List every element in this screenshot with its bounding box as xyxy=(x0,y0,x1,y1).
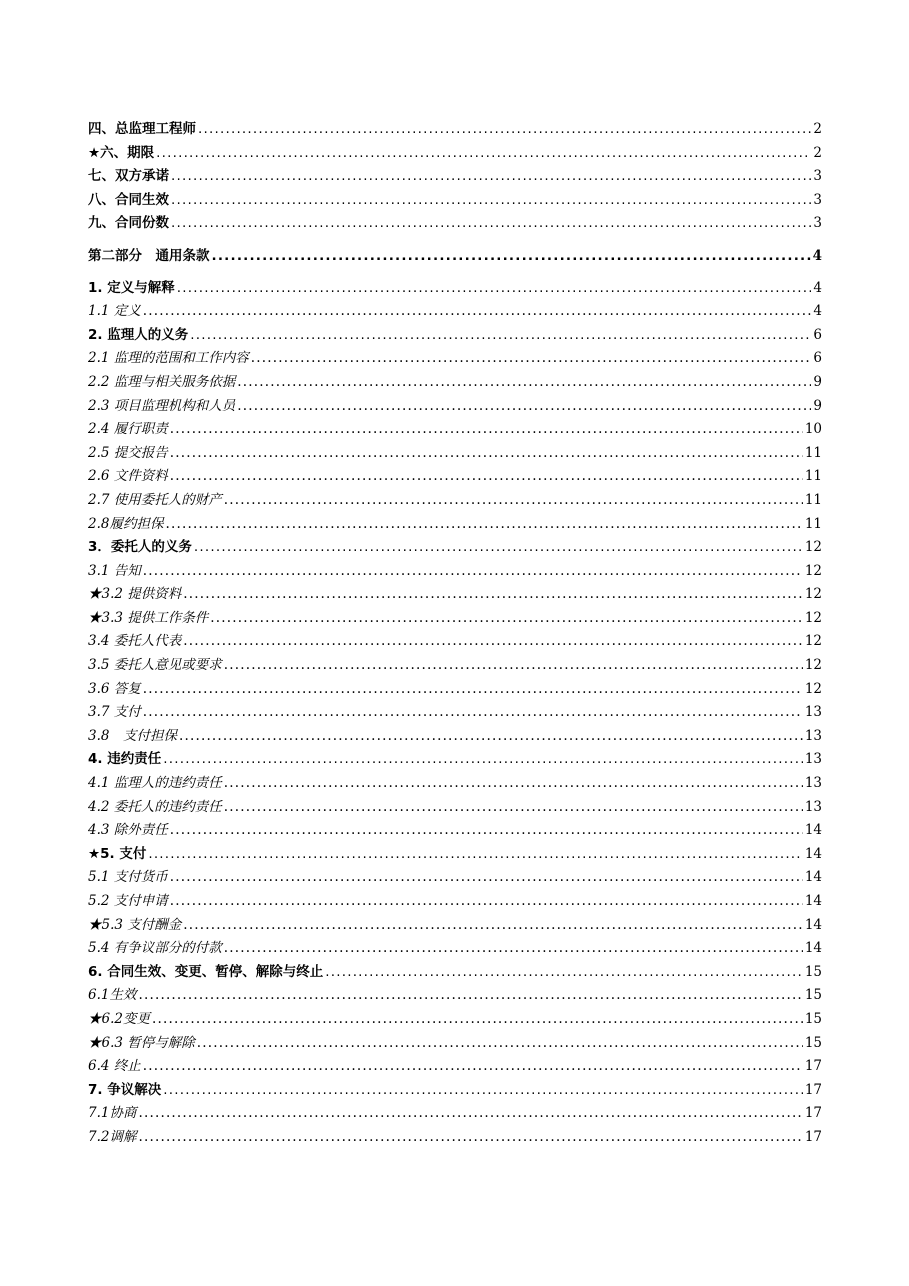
toc-page-number: 13 xyxy=(804,727,822,744)
toc-page-number: 12 xyxy=(804,633,822,650)
toc-entry[interactable] xyxy=(88,118,822,142)
toc-entry-title: 3.6 答复 xyxy=(88,680,141,697)
toc-dot-leader xyxy=(194,536,803,560)
toc-entry-title: 6. 合同生效、变更、暂停、解除与终止 xyxy=(88,963,324,980)
toc-entry-title: 3．委托人的义务 xyxy=(88,539,192,556)
toc-entry[interactable] xyxy=(88,725,822,749)
toc-entry-title: 7.2调解 xyxy=(88,1128,137,1145)
toc-entry[interactable] xyxy=(88,536,822,560)
toc-entry[interactable] xyxy=(88,914,822,938)
toc-entry-title: 四、总监理工程师 xyxy=(88,121,196,137)
toc-dot-leader xyxy=(138,984,802,1008)
toc-entry-title: 2.8履约担保 xyxy=(88,515,164,532)
toc-dot-leader xyxy=(170,890,803,914)
toc-entry-title: 7. 争议解决 xyxy=(88,1081,162,1098)
toc-page-number: 17 xyxy=(804,1105,822,1122)
toc-dot-leader xyxy=(183,630,803,654)
toc-dot-leader xyxy=(171,189,811,213)
toc-page-number: 3 xyxy=(813,215,822,232)
toc-dot-leader xyxy=(170,819,803,843)
toc-entry-title: ★6.3 暂停与解除 xyxy=(88,1034,195,1051)
toc-entry-title: 2.2 监理与相关服务依据 xyxy=(88,373,236,390)
toc-entry[interactable] xyxy=(88,843,822,867)
toc-page-number: 11 xyxy=(804,444,822,461)
toc-entry[interactable] xyxy=(88,937,822,961)
toc-entry-title: 2.7 使用委托人的财产 xyxy=(88,491,222,508)
toc-dot-leader xyxy=(183,914,803,938)
toc-page-number: 14 xyxy=(804,893,822,909)
toc-dot-leader xyxy=(197,1032,803,1056)
toc-dot-leader xyxy=(163,748,803,772)
toc-entry-title: 4.1 监理人的违约责任 xyxy=(88,775,222,792)
toc-dot-leader xyxy=(171,165,811,189)
toc-page-number: 2 xyxy=(813,121,822,137)
toc-page-number: 14 xyxy=(804,822,822,839)
toc-entry[interactable] xyxy=(88,654,822,678)
toc-dot-leader xyxy=(237,371,811,395)
toc-dot-leader xyxy=(143,560,803,584)
toc-page-number: 12 xyxy=(804,609,822,626)
toc-page-number: 11 xyxy=(804,468,822,485)
toc-page-number: 9 xyxy=(813,373,822,390)
toc-entry-title: 第二部分 通用条款 xyxy=(88,247,210,264)
toc-page-number: 17 xyxy=(804,1058,822,1075)
toc-entry-title: 2. 监理人的义务 xyxy=(88,326,189,343)
toc-entry[interactable] xyxy=(88,984,822,1008)
toc-dot-leader xyxy=(170,866,803,890)
toc-entry-title: 4.3 除外责任 xyxy=(88,822,168,839)
toc-entry[interactable] xyxy=(88,142,822,166)
toc-page-number: 17 xyxy=(804,1081,822,1098)
toc-entry-title: 九、合同份数 xyxy=(88,215,169,232)
toc-dot-leader xyxy=(224,937,803,961)
toc-entry-title: ★5. 支付 xyxy=(88,845,147,862)
toc-page-number: 6 xyxy=(813,350,822,367)
toc-page-number: 4 xyxy=(812,247,822,264)
toc-entry-title: 6.1生效 xyxy=(88,987,137,1004)
toc-page-number: 3 xyxy=(813,191,822,208)
toc-page-number: 17 xyxy=(804,1128,822,1145)
toc-entry-title: 2.5 提交报告 xyxy=(88,444,168,461)
toc-entry[interactable] xyxy=(88,347,822,371)
toc-dot-leader xyxy=(224,772,803,796)
toc-dot-leader xyxy=(143,300,812,324)
toc-page-number: 15 xyxy=(804,1034,822,1051)
toc-entry[interactable] xyxy=(88,395,822,419)
toc-page-number: 13 xyxy=(804,775,822,792)
toc-entry-title: 5.1 支付货币 xyxy=(88,869,168,886)
toc-dot-leader xyxy=(138,1126,802,1150)
toc-entry-title: 八、合同生效 xyxy=(88,191,169,208)
toc-page-number: 14 xyxy=(804,940,822,957)
toc-entry[interactable] xyxy=(88,866,822,890)
toc-page-number: 13 xyxy=(804,751,822,768)
toc-dot-leader xyxy=(148,843,802,867)
toc-dot-leader xyxy=(251,347,812,371)
toc-entry[interactable] xyxy=(88,1126,822,1150)
toc-entry-title: ★6.2变更 xyxy=(88,1010,150,1027)
toc-entry[interactable] xyxy=(88,1102,822,1126)
toc-dot-leader xyxy=(171,212,811,236)
toc-entry[interactable] xyxy=(88,560,822,584)
toc-dot-leader xyxy=(212,245,811,269)
toc-entry[interactable] xyxy=(88,442,822,466)
toc-dot-leader xyxy=(143,678,803,702)
toc-dot-leader xyxy=(183,583,803,607)
toc-entry-title: ★六、期限 xyxy=(88,144,155,161)
toc-entry-title: 3.4 委托人代表 xyxy=(88,633,182,650)
toc-page-number: 9 xyxy=(813,397,822,414)
toc-entry-title: 2.1 监理的范围和工作内容 xyxy=(88,350,249,367)
toc-dot-leader xyxy=(143,1055,803,1079)
toc-entry-title: 3.7 支付 xyxy=(88,704,141,721)
toc-entry-title: 2.4 履行职责 xyxy=(88,421,168,438)
toc-dot-leader xyxy=(237,395,811,419)
toc-dot-leader xyxy=(224,796,803,820)
toc-entry-title: 5.2 支付申请 xyxy=(88,893,168,909)
toc-page-number: 12 xyxy=(804,680,822,697)
toc-entry-title: 4.2 委托人的违约责任 xyxy=(88,798,222,815)
toc-dot-leader xyxy=(325,961,803,985)
toc-entry[interactable] xyxy=(88,796,822,820)
toc-page-number: 14 xyxy=(804,869,822,886)
toc-dot-leader xyxy=(224,654,803,678)
toc-page-number: 14 xyxy=(804,845,822,862)
toc-entry-title: 6.4 终止 xyxy=(88,1058,141,1075)
toc-dot-leader xyxy=(210,607,803,631)
toc-entry-title: ★5.3 支付酬金 xyxy=(88,916,182,933)
toc-entry[interactable] xyxy=(88,748,822,772)
toc-entry[interactable] xyxy=(88,189,822,213)
toc-dot-leader xyxy=(198,118,811,142)
toc-dot-leader xyxy=(170,418,803,442)
toc-entry[interactable] xyxy=(88,277,822,301)
toc-page-number: 4 xyxy=(813,279,822,296)
toc-entry-title: ★3.3 提供工作条件 xyxy=(88,609,209,626)
toc-entry[interactable] xyxy=(88,324,822,348)
toc-page-number: 12 xyxy=(804,562,822,579)
toc-entry[interactable] xyxy=(88,165,822,189)
toc-entry[interactable] xyxy=(88,961,822,985)
toc-entry-title: 4. 违约责任 xyxy=(88,751,162,768)
toc-entry[interactable] xyxy=(88,772,822,796)
toc-dot-leader xyxy=(177,277,812,301)
toc-dot-leader xyxy=(190,324,811,348)
toc-entry[interactable] xyxy=(88,630,822,654)
toc-page-number: 15 xyxy=(804,963,822,980)
toc-entry[interactable] xyxy=(88,607,822,631)
toc-page-number: 11 xyxy=(804,515,822,532)
toc-entry-title: 3.5 委托人意见或要求 xyxy=(88,657,222,674)
toc-entry[interactable] xyxy=(88,489,822,513)
toc-dot-leader xyxy=(152,1008,803,1032)
toc-page-number: 13 xyxy=(804,798,822,815)
toc-entry-title: 2.6 文件资料 xyxy=(88,468,168,485)
toc-entry[interactable] xyxy=(88,583,822,607)
toc-entry[interactable] xyxy=(88,300,822,324)
toc-dot-leader xyxy=(163,1079,803,1103)
toc-page-number: 2 xyxy=(813,144,822,161)
toc-dot-leader xyxy=(170,442,803,466)
toc-dot-leader xyxy=(170,465,803,489)
toc-entry-title: 3.1 告知 xyxy=(88,562,141,579)
toc-page-number: 14 xyxy=(804,916,822,933)
toc-dot-leader xyxy=(224,489,803,513)
toc-entry[interactable] xyxy=(88,245,822,269)
toc-entry[interactable] xyxy=(88,513,822,537)
toc-entry[interactable] xyxy=(88,678,822,702)
toc-page-number: 10 xyxy=(804,421,822,438)
toc-dot-leader xyxy=(138,1102,802,1126)
toc-entry-title: 七、双方承诺 xyxy=(88,168,169,185)
toc-entry[interactable] xyxy=(88,1008,822,1032)
toc-entry[interactable] xyxy=(88,819,822,843)
toc-page-number: 12 xyxy=(804,657,822,674)
toc-entry-title: ★3.2 提供资料 xyxy=(88,586,182,603)
table-of-contents xyxy=(88,118,822,1150)
toc-entry[interactable] xyxy=(88,1079,822,1103)
toc-page-number: 12 xyxy=(804,539,822,556)
toc-dot-leader xyxy=(143,701,803,725)
toc-page-number: 15 xyxy=(804,987,822,1004)
toc-entry[interactable] xyxy=(88,701,822,725)
toc-entry-title: 5.4 有争议部分的付款 xyxy=(88,940,222,957)
toc-page-number: 12 xyxy=(804,586,822,603)
toc-entry[interactable] xyxy=(88,1032,822,1056)
toc-entry-title: 1.1 定义 xyxy=(88,303,141,320)
toc-entry[interactable] xyxy=(88,418,822,442)
toc-entry-title: 2.3 项目监理机构和人员 xyxy=(88,397,236,414)
toc-entry[interactable] xyxy=(88,1055,822,1079)
toc-entry[interactable] xyxy=(88,465,822,489)
toc-entry-title: 7.1协商 xyxy=(88,1105,137,1122)
toc-page-number: 13 xyxy=(804,704,822,721)
toc-dot-leader xyxy=(179,725,803,749)
toc-entry[interactable] xyxy=(88,212,822,236)
toc-entry-title: 1. 定义与解释 xyxy=(88,279,175,296)
toc-page-number: 11 xyxy=(804,491,822,508)
toc-page-number: 4 xyxy=(813,303,822,320)
toc-page-number: 6 xyxy=(813,326,822,343)
toc-entry-title: 3.8 支付担保 xyxy=(88,727,177,744)
toc-dot-leader xyxy=(156,142,811,166)
toc-entry[interactable] xyxy=(88,371,822,395)
toc-dot-leader xyxy=(165,513,802,537)
toc-page-number: 3 xyxy=(813,168,822,185)
toc-page-number: 15 xyxy=(804,1010,822,1027)
toc-entry[interactable] xyxy=(88,890,822,914)
